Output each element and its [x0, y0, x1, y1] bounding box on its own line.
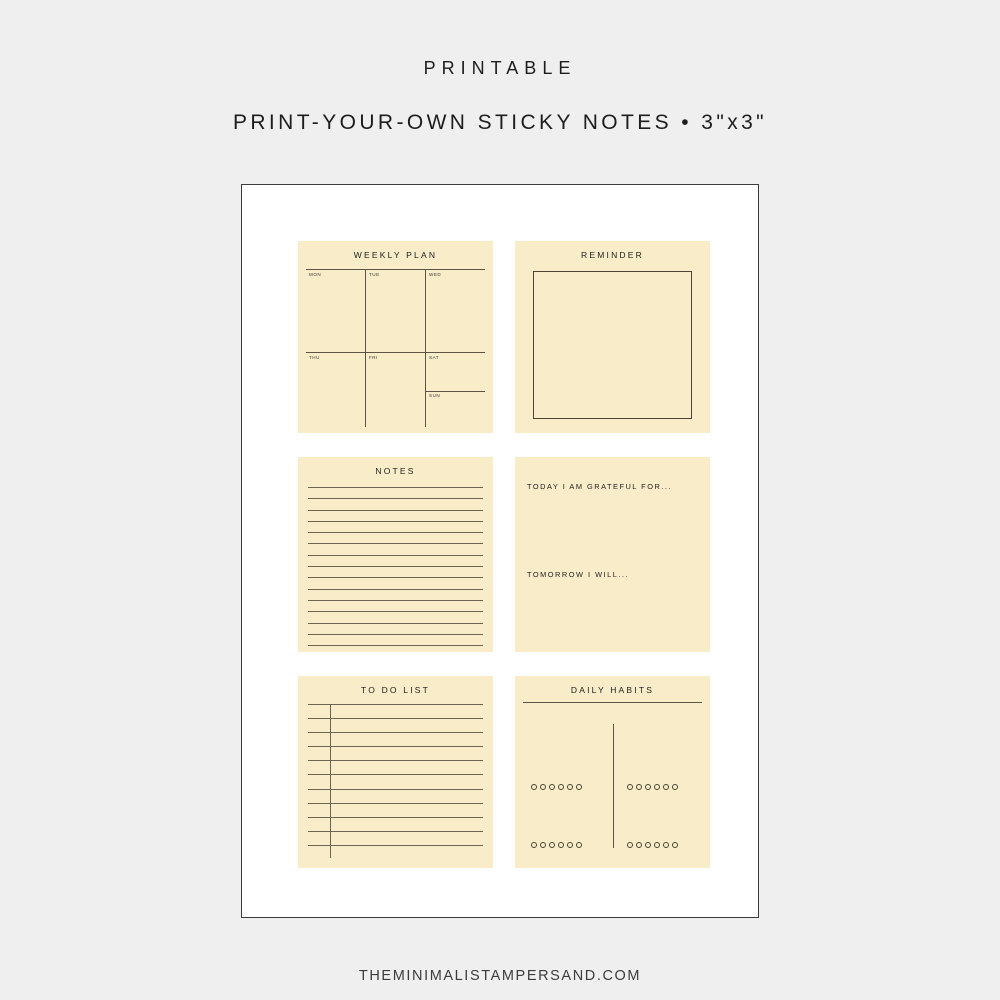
sticky-note-gratitude: [515, 457, 710, 652]
weekly-plan-cell-wed: [426, 270, 485, 352]
habit-dot[interactable]: [672, 842, 678, 848]
habit-dot[interactable]: [531, 784, 537, 790]
habit-dot[interactable]: [576, 842, 582, 848]
to-do-line: [308, 746, 483, 760]
sticky-note-to-do-list: [298, 676, 493, 868]
sticky-note-notes: [298, 457, 493, 652]
weekly-plan-label-wed: WED: [429, 272, 442, 277]
weekly-plan-cell-fri: [366, 353, 426, 427]
note-line: [308, 510, 483, 521]
habit-dot[interactable]: [627, 784, 633, 790]
note-line: [308, 623, 483, 634]
habit-dot[interactable]: [567, 784, 573, 790]
habit-dot[interactable]: [636, 842, 642, 848]
habit-dot[interactable]: [549, 842, 555, 848]
to-do-line: [308, 704, 483, 718]
weekly-plan-sat-sun-divider: [426, 391, 485, 392]
to-do-list-lines: [308, 704, 483, 858]
note-line: [308, 645, 483, 656]
daily-habits-dot-row: [531, 784, 582, 790]
to-do-line: [308, 760, 483, 774]
daily-habits-dot-row: [531, 842, 582, 848]
page-title: PRINT-YOUR-OWN STICKY NOTES • 3"x3": [232, 111, 768, 134]
daily-habits-title: DAILY HABITS: [570, 685, 655, 695]
weekly-plan-label-sun: SUN: [429, 393, 441, 398]
to-do-list-title: TO DO LIST: [360, 685, 431, 695]
note-line: [308, 498, 483, 509]
weekly-plan-label-tue: TUE: [369, 272, 380, 277]
notes-lines: [308, 487, 483, 642]
page-kicker: PRINTABLE: [423, 58, 577, 78]
habit-dot[interactable]: [627, 842, 633, 848]
weekly-plan-title: WEEKLY PLAN: [353, 250, 438, 260]
to-do-line: [308, 732, 483, 746]
daily-habits-divider: [613, 724, 614, 848]
note-line: [308, 487, 483, 498]
notes-title: NOTES: [375, 466, 416, 476]
weekly-plan-label-fri: FRI: [369, 355, 378, 360]
note-line: [308, 521, 483, 532]
to-do-line: [308, 803, 483, 817]
habit-dot[interactable]: [663, 784, 669, 790]
weekly-plan-cell-tue: [366, 270, 426, 352]
daily-habits-dot-row: [627, 784, 678, 790]
sticky-note-daily-habits: [515, 676, 710, 868]
note-line: [308, 543, 483, 554]
habit-dot[interactable]: [567, 842, 573, 848]
weekly-plan-label-mon: MON: [309, 272, 322, 277]
habit-dot[interactable]: [549, 784, 555, 790]
to-do-line: [308, 817, 483, 831]
weekly-plan-cell-thu: [306, 353, 366, 427]
gratitude-prompt-today: TODAY I AM GRATEFUL FOR...: [527, 482, 672, 491]
daily-habits-top-rule: [523, 702, 702, 703]
habit-dot[interactable]: [663, 842, 669, 848]
note-line: [308, 589, 483, 600]
note-line: [308, 577, 483, 588]
reminder-box: [533, 271, 692, 419]
sticky-note-reminder: [515, 241, 710, 433]
printable-sheet: [241, 184, 759, 918]
to-do-line: [308, 774, 483, 788]
to-do-line: [308, 789, 483, 803]
to-do-checkbox-column: [330, 704, 331, 858]
to-do-line: [308, 831, 483, 845]
weekly-plan-label-sat: SAT: [429, 355, 440, 360]
habit-dot[interactable]: [540, 842, 546, 848]
weekly-plan-grid: [306, 269, 485, 425]
habit-dot[interactable]: [654, 784, 660, 790]
habit-dot[interactable]: [636, 784, 642, 790]
habit-dot[interactable]: [576, 784, 582, 790]
footer-website: THEMINIMALISTAMPERSAND.COM: [358, 968, 642, 984]
weekly-plan-row-bottom: [306, 352, 485, 427]
habit-dot[interactable]: [540, 784, 546, 790]
note-line: [308, 634, 483, 645]
note-line: [308, 611, 483, 622]
weekly-plan-cell-mon: [306, 270, 366, 352]
gratitude-prompt-tomorrow: TOMORROW I WILL...: [527, 570, 630, 579]
habit-dot[interactable]: [645, 784, 651, 790]
weekly-plan-cell-sat-sun: [426, 353, 485, 427]
to-do-line: [308, 718, 483, 732]
to-do-line: [308, 845, 483, 859]
sticky-note-weekly-plan: [298, 241, 493, 433]
weekly-plan-label-thu: THU: [309, 355, 320, 360]
reminder-title: REMINDER: [581, 250, 644, 260]
habit-dot[interactable]: [654, 842, 660, 848]
habit-dot[interactable]: [645, 842, 651, 848]
habit-dot[interactable]: [558, 842, 564, 848]
weekly-plan-row-top: [306, 270, 485, 352]
habit-dot[interactable]: [672, 784, 678, 790]
note-line: [308, 600, 483, 611]
habit-dot[interactable]: [531, 842, 537, 848]
daily-habits-dot-row: [627, 842, 678, 848]
sticky-note-grid: [298, 241, 710, 868]
note-line: [308, 566, 483, 577]
habit-dot[interactable]: [558, 784, 564, 790]
note-line: [308, 532, 483, 543]
note-line: [308, 555, 483, 566]
